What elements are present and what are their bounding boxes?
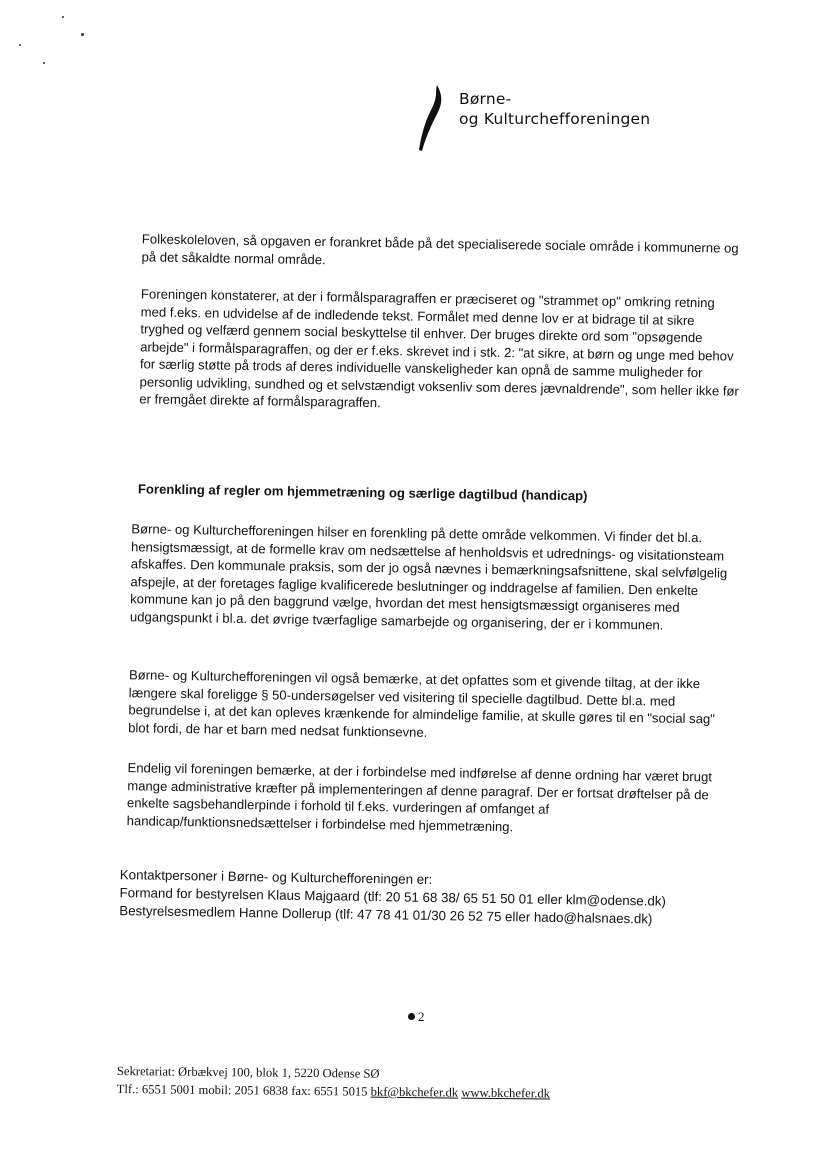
organization-name-line2: og Kulturchefforeningen xyxy=(459,110,651,128)
paragraph-purpose: Foreningen konstaterer, at der i formålsparagraffen er præciseret og "strammet op" omkring retning med f.eks. en udvidelse af de indledende tekst. Formålet med denne lov er at bidrage til at sikre tryghed og velfærd gennem social beskyttelse til enhver. Der bruges direkte ord som "opsøgende arbejde" i formålsparagraffen, og der er f.eks. skrevet ind i stk. 2: "at sikre, at børn og unge med behov for særlig støtte på trods af deres individuelle vanskeligheder kan opnå de samme muligheder for personlig udvikling, sundhed og et selvstændigt voksenliv som deres jævnaldrende", som heller ikke før er fremgået direkte af formålsparagraffen. xyxy=(139,286,739,411)
organization-logo-icon xyxy=(418,84,448,152)
contact-chairman: Formand for bestyrelsen Klaus Majgaard (tlf: 20 51 68 38/ 65 51 50 01 eller klm@odense.dk) xyxy=(119,885,667,909)
page-number xyxy=(408,1009,425,1025)
contacts-intro: Kontaktpersoner i Børne- og Kulturchefforeningen er: xyxy=(119,867,433,887)
letter-body xyxy=(119,230,740,927)
footer-email-link[interactable]: bkf@bkchefer.dk xyxy=(370,1084,459,1100)
paragraph-simplification: Børne- og Kulturchefforeningen hilser en forenkling på dette område velkommen. Vi finder det bl.a. hensigtsmæssigt, at de formelle krav om nedsættelse af henholdsvis et udrednings- og visitationsteam afskaffes. Den kommunale praksis, som der jo også nævnes i bemærkningsafsnittene, skal selvfølgelig afspejle, at der foretages faglige kvalificerede beslutninger og inddragelse af familien. Den enkelte kommune kan jo på den baggrund vælge, hvordan det mest hensigtsmæssigt organiseres med udgangspunkt i bl.a. det øvrige tværfaglige samarbejde og organisering, der er i kommunen. xyxy=(129,521,728,633)
footer-phones: Tlf.: 6551 5001 mobil: 2051 6838 fax: 6551 5015 xyxy=(116,1081,368,1099)
organization-name-line1: Børne- xyxy=(459,90,512,108)
scan-speck xyxy=(81,33,84,36)
footer-address: Sekretariat: Ørbækvej 100, blok 1, 5220 Odense SØ xyxy=(116,1063,380,1081)
section-heading: Forenkling af regler om hjemmetræning og særlige dagtilbud (handicap) xyxy=(137,481,588,504)
paragraph-intro: Folkeskoleloven, så opgaven er forankret både på det specialiserede sociale område i kommunerne og på det såkaldte normal område. xyxy=(141,231,739,267)
footer-website-link[interactable]: www.bkchefer.dk xyxy=(461,1085,551,1101)
scan-speck xyxy=(43,62,45,64)
page-number-value: 2 xyxy=(418,1009,425,1024)
paragraph-closing: Endelig vil foreningen bemærke, at der i forbindelse med indførelse af denne ordning har været brugt mange administrative kræfter på implementeringen af denne paragraf. Der er fortsat drøftelser på de enkelte sagsbehandlerpinde i forhold til f.eks. vurderingen af omfanget af handicap/funktionsnedsættelser i forbindelse med hjemmetræning. xyxy=(126,760,713,834)
footer xyxy=(117,1062,551,1103)
scan-speck xyxy=(19,44,21,46)
contact-board-member: Bestyrelsesmedlem Hanne Dollerup (tlf: 47 78 41 01/30 26 52 75 eller hado@halsnaes.dk) xyxy=(119,903,653,927)
scan-speck xyxy=(62,16,64,18)
organization-name xyxy=(459,89,650,129)
contact-persons xyxy=(119,866,720,929)
footer-contact-line xyxy=(117,1080,550,1103)
paragraph-section-50: Børne- og Kulturchefforeningen vil også bemærke, at det opfattes som et givende tiltag, at der ikke længere skal foreligge § 50-undersøgelser ved visitering til specielle dagtilbud. Dette bl.a. med begrundelse i, at det kan opleves krænkende for almindelige familie, at skulle gøres til en "social sag" blot fordi, de har et barn med nedsat funktionsevne. xyxy=(128,667,715,740)
bullet-icon xyxy=(408,1013,415,1020)
